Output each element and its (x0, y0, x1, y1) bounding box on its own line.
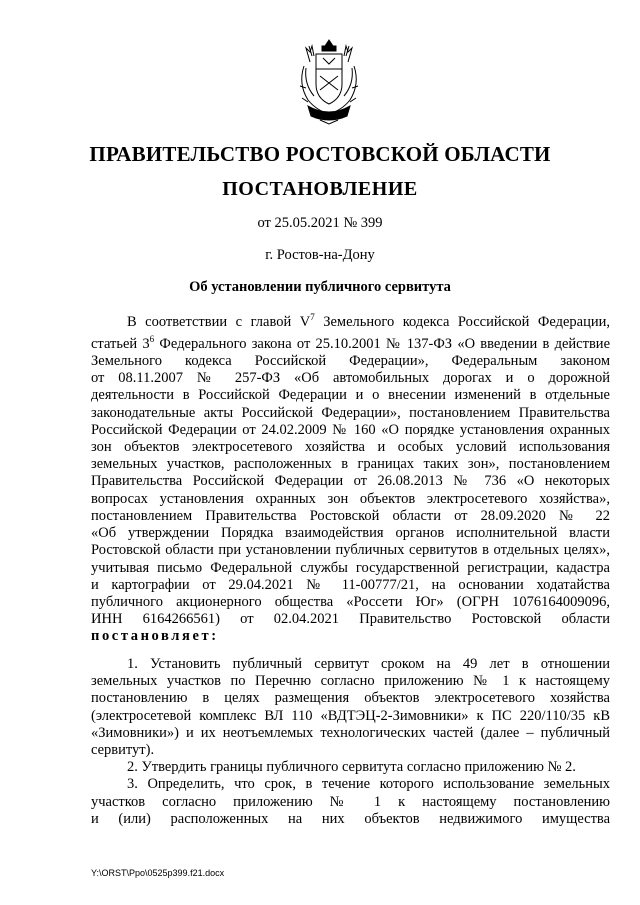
preamble-line: Земельного кодекса Российской Федерации», Федеральным законом (91, 353, 610, 370)
preamble-line: земельных участков, расположенных в границах таких зон», постановлением (91, 456, 610, 473)
preamble-line: вопросах установления охранных зон объектов электросетевого хозяйства», (91, 490, 610, 507)
item-line: участков согласно приложению № 1 к настоящему постановлению (91, 793, 610, 810)
preamble-line: законодательные акты Российской Федерации», постановлением Правительства (91, 404, 610, 421)
item-line: 2. Утвердить границы публичного сервитута согласно приложению № 2. (127, 759, 576, 776)
item-line: сервитут). (91, 742, 155, 759)
preamble-line: деятельности в Российской Федерации и о внесении изменений в отдельные (91, 387, 610, 404)
preamble-line: учитывая письмо Федеральной службы государственной регистрации, кадастра (91, 559, 610, 576)
preamble-line: и картографии от 29.04.2021 № 11-00777/21, на основании ходатайства (91, 576, 610, 593)
resolution-items (91, 656, 610, 828)
item-line: постановлению в целях размещения объектов электросетевого хозяйства (91, 690, 610, 707)
government-title: ПРАВИТЕЛЬСТВО РОСТОВСКОЙ ОБЛАСТИ (89, 142, 551, 166)
document-subject: Об установлении публичного сервитута (189, 279, 451, 295)
file-path-footer: Y:\ORST\Ppo\0525p399.f21.docx (91, 868, 225, 878)
preamble-line: «Об утверждении Порядка взаимодействия органов исполнительной власти (91, 525, 610, 542)
rostov-coat-of-arms-icon (296, 36, 362, 128)
preamble-line: постановлением Правительства Ростовской области от 28.09.2020 № 22 (91, 507, 610, 524)
preamble-line: статьей $3^6$ Федерального закона от 25.10.2001 № 137-ФЗ «О введении в действие (91, 334, 611, 352)
preamble-line: Российской Федерации от 24.02.2009 № 160 «О порядке установления охранных (91, 421, 610, 438)
item-line: и (или) расположенных на них объектов недвижимого имущества (91, 810, 610, 827)
resolves-word: постановляет: (91, 628, 219, 645)
preamble-line: публичного акционерного общества «Россети Юг» (ОГРН 1076164009096, (91, 593, 610, 610)
document-city: г. Ростов-на-Дону (265, 247, 375, 263)
preamble-line: Ростовской области при установлении публичных сервитутов в отдельных целях», (91, 542, 610, 559)
document-type: ПОСТАНОВЛЕНИЕ (222, 178, 418, 200)
document-date-number: от 25.05.2021 № 399 (257, 215, 383, 231)
preamble-line: зон объектов электросетевого хозяйства и особых условий использования (91, 439, 610, 456)
preamble (91, 309, 610, 646)
preamble-line: Правительства Российской Федерации от 26.08.2013 № 736 «О некоторых (91, 473, 610, 490)
item-line: (электросетевой комплекс ВЛ 110 «ВДТЭЦ-2-Зимовники» к ПС 220/110/35 кВ (91, 707, 610, 724)
preamble-line: ИНН 6164266561) от 02.04.2021 Правительство Ростовской области (91, 611, 610, 628)
preamble-line: В соответствии с главой $V^7$ Земельного кодекса Российской Федерации, (127, 312, 610, 330)
item-line: 1. Установить публичный сервитут сроком на 49 лет в отношении (127, 656, 610, 672)
item-line: 3. Определить, что срок, в течение которого использование земельных (127, 776, 610, 793)
preamble-line: от 08.11.2007 № 257-ФЗ «Об автомобильных дорогах и о дорожной (91, 370, 610, 387)
item-line: земельных участков по Перечню согласно приложению № 1 к настоящему (91, 673, 610, 690)
item-line: «Зимовники») и их неотъемлемых технологических частей (далее – публичный (91, 724, 610, 741)
